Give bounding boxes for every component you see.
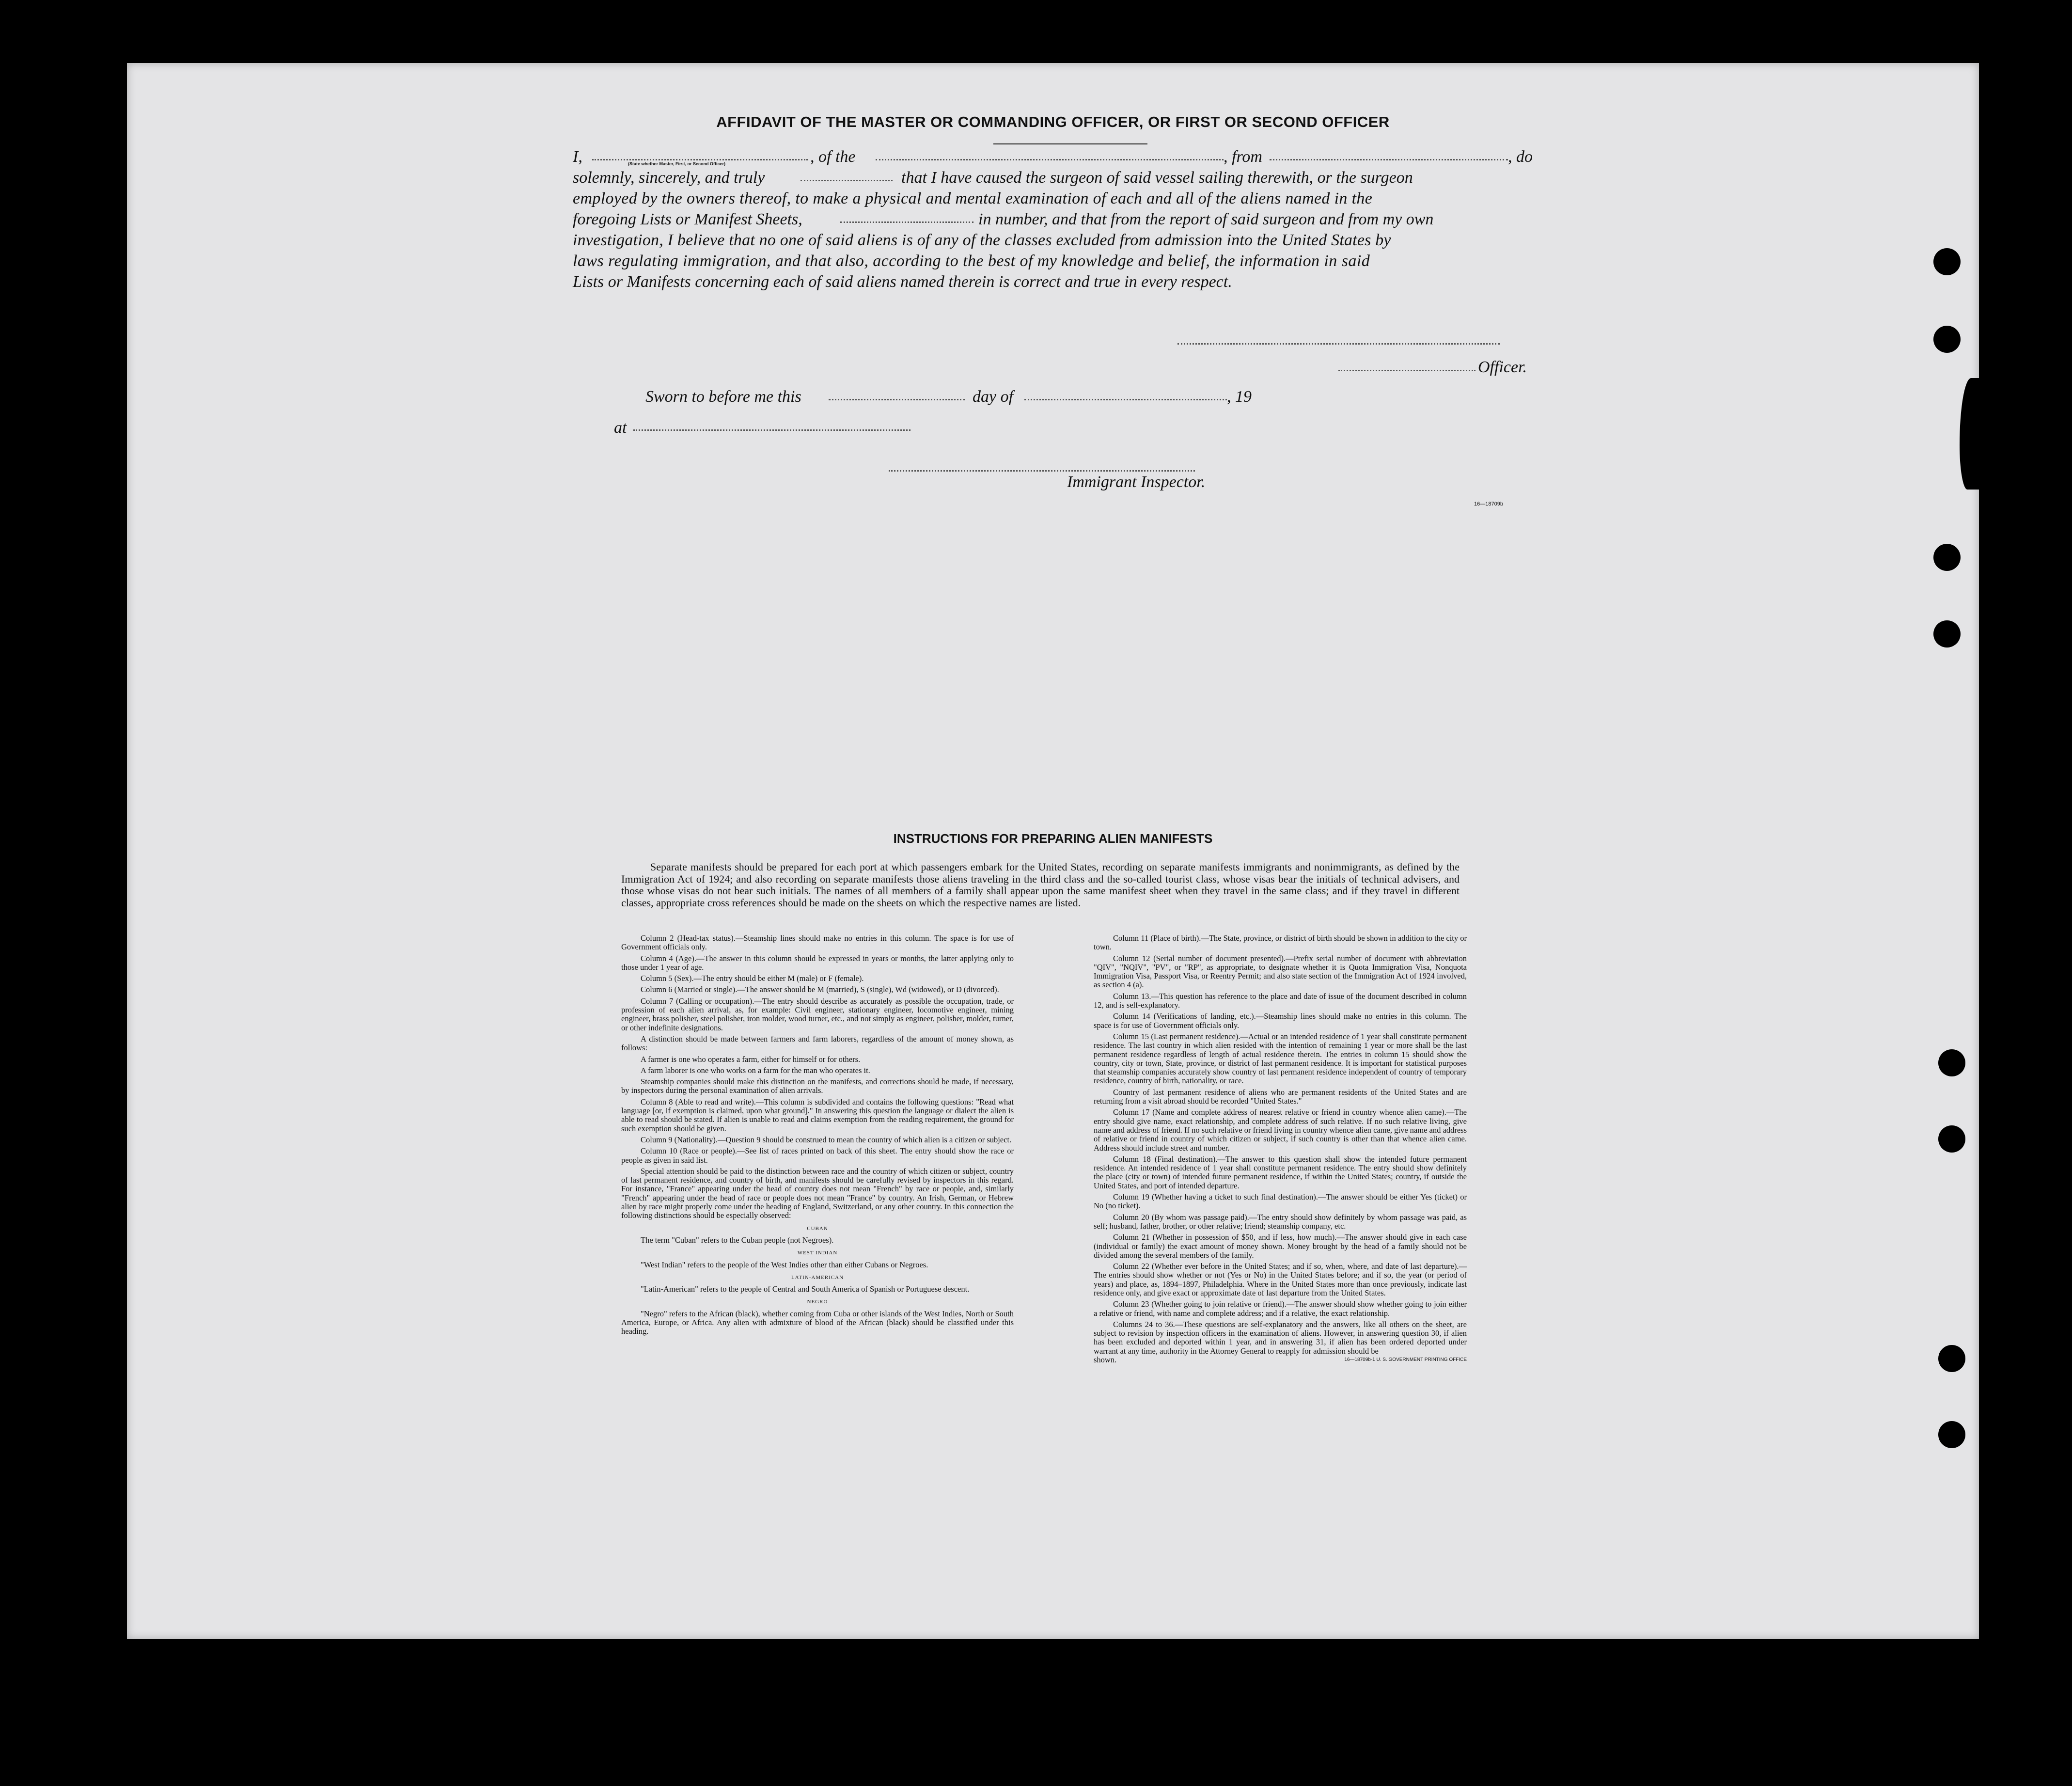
instruction-paragraph: Column 10 (Race or people).—See list of races printed on back of this sheet. The entry should show the race or people as given in said list.	[621, 1146, 1014, 1165]
punch-hole	[1933, 326, 1961, 353]
officer-name-blank	[1338, 370, 1476, 371]
affidavit-line4-a: foregoing Lists or Manifest Sheets,	[573, 210, 802, 228]
instruction-paragraph: A farmer is one who operates a farm, either for himself or for others.	[641, 1054, 861, 1064]
affidavit-line1-i: I,	[573, 148, 582, 166]
instruction-paragraph: Steamship companies should make this distinction on the manifests, and corrections should be made, if necessary, by inspectors during the personal examination of alien arrivals.	[621, 1077, 1014, 1095]
instruction-paragraph: Column 20 (By whom was passage paid).—The entry should show definitely by whom passage was paid, as self; husband, father, brother, or other relative; friend; steamship company, etc.	[1094, 1212, 1467, 1231]
punch-hole	[1938, 1345, 1965, 1372]
text-negro: "Negro" refers to the African (black), whether coming from Cuba or other islands of the West Indies, North or South America, Europe, or Africa. Any alien with admixture of blood of the African (black) should be classified under this heading.	[621, 1309, 1014, 1336]
text-latin-american: "Latin-American" refers to the people of Central and South America of Spanish or Portuguese descent.	[641, 1284, 970, 1294]
text-west-indian: "West Indian" refers to the people of the West Indies other than either Cubans or Negroes.	[641, 1260, 928, 1269]
affidavit-line1-from: , from	[1224, 148, 1262, 166]
at-label: at	[614, 419, 627, 437]
departure-port-blank	[1270, 159, 1508, 160]
punch-hole	[1938, 1049, 1965, 1076]
instruction-paragraph: Column 8 (Able to read and write).—This column is subdivided and contains the following questions: "Read what language [or, if exemption is claimed, upon what ground]." In answering this question the language or dialect the alien is able to read should be stated. If alien is unable to read and claims exemption from the reading requirement, the ground for such exemption should be given.	[621, 1097, 1014, 1133]
punch-hole	[1938, 1125, 1965, 1153]
affidavit-line7: Lists or Manifests concerning each of said aliens named therein is correct and true in every respect.	[573, 273, 1232, 291]
affidavit-line1-do: , do	[1508, 148, 1533, 166]
right-column-footer	[1094, 1356, 1467, 1364]
affidavit-form-number: 16—18709b	[1474, 501, 1503, 507]
instruction-paragraph: Column 4 (Age).—The answer in this column should be expressed in years or months, the latter applying only to those under 1 year of age.	[621, 953, 1014, 972]
instruction-paragraph: Column 5 (Sex).—The entry should be either M (male) or F (female).	[641, 974, 864, 983]
instruction-paragraph: Column 15 (Last permanent residence).—Actual or an intended residence of 1 year shall constitute permanent residence. The last country in which alien resided with the intention of remaining 1 year or more shall be the last permanent residence regardless of length of actual residence therein. The entries in column 15 should show the country, city or town, State, province, or district of last permanent residence. It is important for statistical purposes that steamship companies accurately show country of last permanent residence independent of country of temporary residence, country of birth, nationality, or race.	[1094, 1031, 1467, 1086]
instruction-paragraph: Column 2 (Head-tax status).—Steamship lines should make no entries in this column. The space is for use of Government officials only.	[621, 933, 1014, 952]
instruction-paragraph: Column 18 (Final destination).—The answer to this question shall show the intended future permanent residence. An intended residence of 1 year shall constitute permanent residence. The entry should show definitely the place (city or town) of intended future permanent residence, if within the United States; country, if outside the United States, and port of intended departure.	[1094, 1154, 1467, 1190]
instruction-paragraph: Column 17 (Name and complete address of nearest relative or friend in country whence alien came).—The entry should give name, exact relationship, and complete address of such relative. If no such relative living, give name and address of friend. If no such relative or friend living in country whence alien came, give name and address of relative or friend in country of which citizen or subject, if such country is other than that whence alien came. Address should include street and number.	[1094, 1107, 1467, 1153]
instruction-paragraph: Column 11 (Place of birth).—The State, province, or district of birth should be shown in addition to the city or town.	[1094, 933, 1467, 952]
instruction-paragraph: Columns 24 to 36.—These questions are self-explanatory and the answers, like all others on the sheet, are subject to revision by inspection officers in the examination of aliens. However, in answering question 30, if alien has been excluded and deported within 1 year, and in answering 31, if alien has been ordered deported under warrant at any time, authority in the Attorney General to reapply for admission should be	[1094, 1319, 1467, 1356]
swear-method-blank	[801, 180, 893, 181]
affidavit-line4-b: in number, and that from the report of said surgeon and from my own	[978, 210, 1434, 228]
affidavit-line6: laws regulating immigration, and that also, according to the best of my knowledge and belief, the information in said	[573, 252, 1370, 270]
signature-line	[1177, 343, 1500, 345]
punch-hole	[1933, 544, 1961, 571]
heading-cuban: CUBAN	[807, 1225, 828, 1232]
instruction-paragraph: Column 12 (Serial number of document presented).—Prefix serial number of document with abbreviation "QIV", "NQIV", "PV", or "RP", as appropriate, to designate whether it is Quota Immigration Visa, Nonquota Immigration Visa, Passport Visa, or Reentry Permit; and also state section of the Immigration Act of 1924 involved, as section 4 (a).	[1094, 953, 1467, 990]
vessel-name-blank	[876, 159, 1224, 160]
instruction-paragraph: Column 7 (Calling or occupation).—The entry should describe as accurately as possible the occupation, trade, or profession of each alien arrival, as, for example: Civil engineer, stationary engineer, locomotive engineer, mining engineer, brass polisher, steel polisher, iron molder, wood turner, etc., and not simply as engineer, polisher, molder, turner, or other indefinite designations.	[621, 996, 1014, 1032]
instruction-paragraph: Column 13.—This question has reference to the place and date of issue of the document described in column 12, and is self-explanatory.	[1094, 991, 1467, 1010]
instruction-paragraph: Special attention should be paid to the distinction between race and the country of which citizen or subject, country of last permanent residence, and country of birth, and manifests should be carefully revised by inspectors in this regard. For instance, "France" appearing under the head of country does not mean "French" by race or people, and, similarly "French" appearing under the head of race or people does not mean "France" by country. An Irish, German, or Hebrew alien by race might properly come under the heading of England, Switzerland, or any other country. In this connection the following distinctions should be especially observed:	[621, 1166, 1014, 1220]
punch-hole	[1933, 620, 1961, 648]
heading-west-indian: WEST INDIAN	[797, 1250, 838, 1256]
heading-latin-american: LATIN-AMERICAN	[791, 1274, 844, 1280]
text-cuban: The term "Cuban" refers to the Cuban people (not Negroes).	[641, 1235, 834, 1245]
punch-hole	[1938, 1421, 1965, 1448]
inspector-label: Immigrant Inspector.	[1067, 473, 1206, 491]
document-page	[127, 63, 1979, 1639]
affidavit-line2-b: that I have caused the surgeon of said vessel sailing therewith, or the surgeon	[901, 169, 1413, 187]
instructions-left-column	[621, 934, 1014, 1339]
affidavit-title: AFFIDAVIT OF THE MASTER OR COMMANDING OFFICER, OR FIRST OR SECOND OFFICER	[716, 113, 1390, 130]
year-prefix: , 19	[1227, 388, 1252, 406]
affidavit-line2-a: solemnly, sincerely, and truly	[573, 169, 765, 187]
printing-office-note: 16—18709b-1 U. S. GOVERNMENT PRINTING OFFICE	[1344, 1357, 1467, 1363]
affidavit-line5: investigation, I believe that no one of said aliens is of any of the classes excluded from admission into the United States by	[573, 231, 1391, 249]
instruction-paragraph: A distinction should be made between farmers and farm laborers, regardless of the amount of money shown, as follows:	[621, 1034, 1014, 1053]
instruction-paragraph: Column 21 (Whether in possession of $50, and if less, how much).—The answer should give in each case (individual or family) the exact amount of money shown. Money brought by the head of a family should not be divided among the several members of the family.	[1094, 1233, 1467, 1260]
sworn-label: Sworn to before me this	[645, 388, 801, 406]
day-of-label: day of	[973, 388, 1014, 406]
instruction-paragraph: Column 22 (Whether ever before in the United States; and if so, when, where, and date of last departure).—The entries should show whether or not (Yes or No) in the United States before; and if so, the year (or period of years) and place, as, 1894–1897, Philadelphia. Where in the United States more than once previously, indicate last residence only, and give exact or approximate date of last departure from the United States.	[1094, 1262, 1467, 1297]
sworn-day-blank	[829, 399, 965, 400]
affidavit-line1-of-the: , of the	[810, 148, 856, 166]
punch-hole	[1933, 248, 1961, 275]
officer-rank-blank	[592, 159, 808, 160]
instructions-right-column	[1094, 934, 1467, 1364]
instruction-paragraph: Column 23 (Whether going to join relative or friend).—The answer should show whether going to join either a relative or friend, with name and complete address; and if a relative, the exact relationship.	[1094, 1299, 1467, 1318]
instruction-paragraph: Column 6 (Married or single).—The answer should be M (married), S (single), Wd (widowed), or D (divorced).	[641, 985, 999, 995]
officer-label: Officer.	[1478, 358, 1527, 376]
instruction-paragraph: Column 19 (Whether having a ticket to such final destination).—The answer should be either Yes (ticket) or No (no ticket).	[1094, 1192, 1467, 1211]
sworn-place-blank	[633, 429, 910, 431]
torn-edge	[1960, 378, 1979, 490]
officer-rank-caption: (State whether Master, First, or Second Officer)	[628, 161, 726, 166]
sworn-month-blank	[1024, 399, 1227, 400]
instruction-paragraph: A farm laborer is one who works on a farm for the man who operates it.	[641, 1065, 870, 1075]
right-column-last-word: shown.	[1094, 1355, 1117, 1365]
affidavit-line3: employed by the owners thereof, to make a physical and mental examination of each and all of the aliens named in the	[573, 190, 1373, 207]
alien-count-blank	[840, 221, 973, 223]
instructions-title: INSTRUCTIONS FOR PREPARING ALIEN MANIFESTS	[893, 831, 1213, 846]
instructions-intro: Separate manifests should be prepared for each port at which passengers embark for the United States, recording on separate manifests immigrants and nonimmigrants, as defined by the Immigration Act of 1924; and also recording on separate manifests those aliens traveling in the third class and the so-called tourist class, whose visas bear the initials of technical advisers, and those whose visas do not bear such initials. The names of all members of a family shall appear upon the same manifest sheet when they travel in the same class; and if they travel in different classes, appropriate cross references should be made on the sheets on which the respective names are listed.	[621, 861, 1460, 909]
instruction-paragraph: Country of last permanent residence of aliens who are permanent residents of the United States and are returning from a visit abroad should be recorded "United States."	[1094, 1087, 1467, 1106]
title-underline	[993, 143, 1147, 144]
instruction-paragraph: Column 14 (Verifications of landing, etc.).—Steamship lines should make no entries in this column. The space is for use of Government officials only.	[1094, 1012, 1467, 1030]
heading-negro: NEGRO	[807, 1299, 828, 1305]
instruction-paragraph: Column 9 (Nationality).—Question 9 should be construed to mean the country of which alien is a citizen or subject.	[641, 1135, 1012, 1144]
